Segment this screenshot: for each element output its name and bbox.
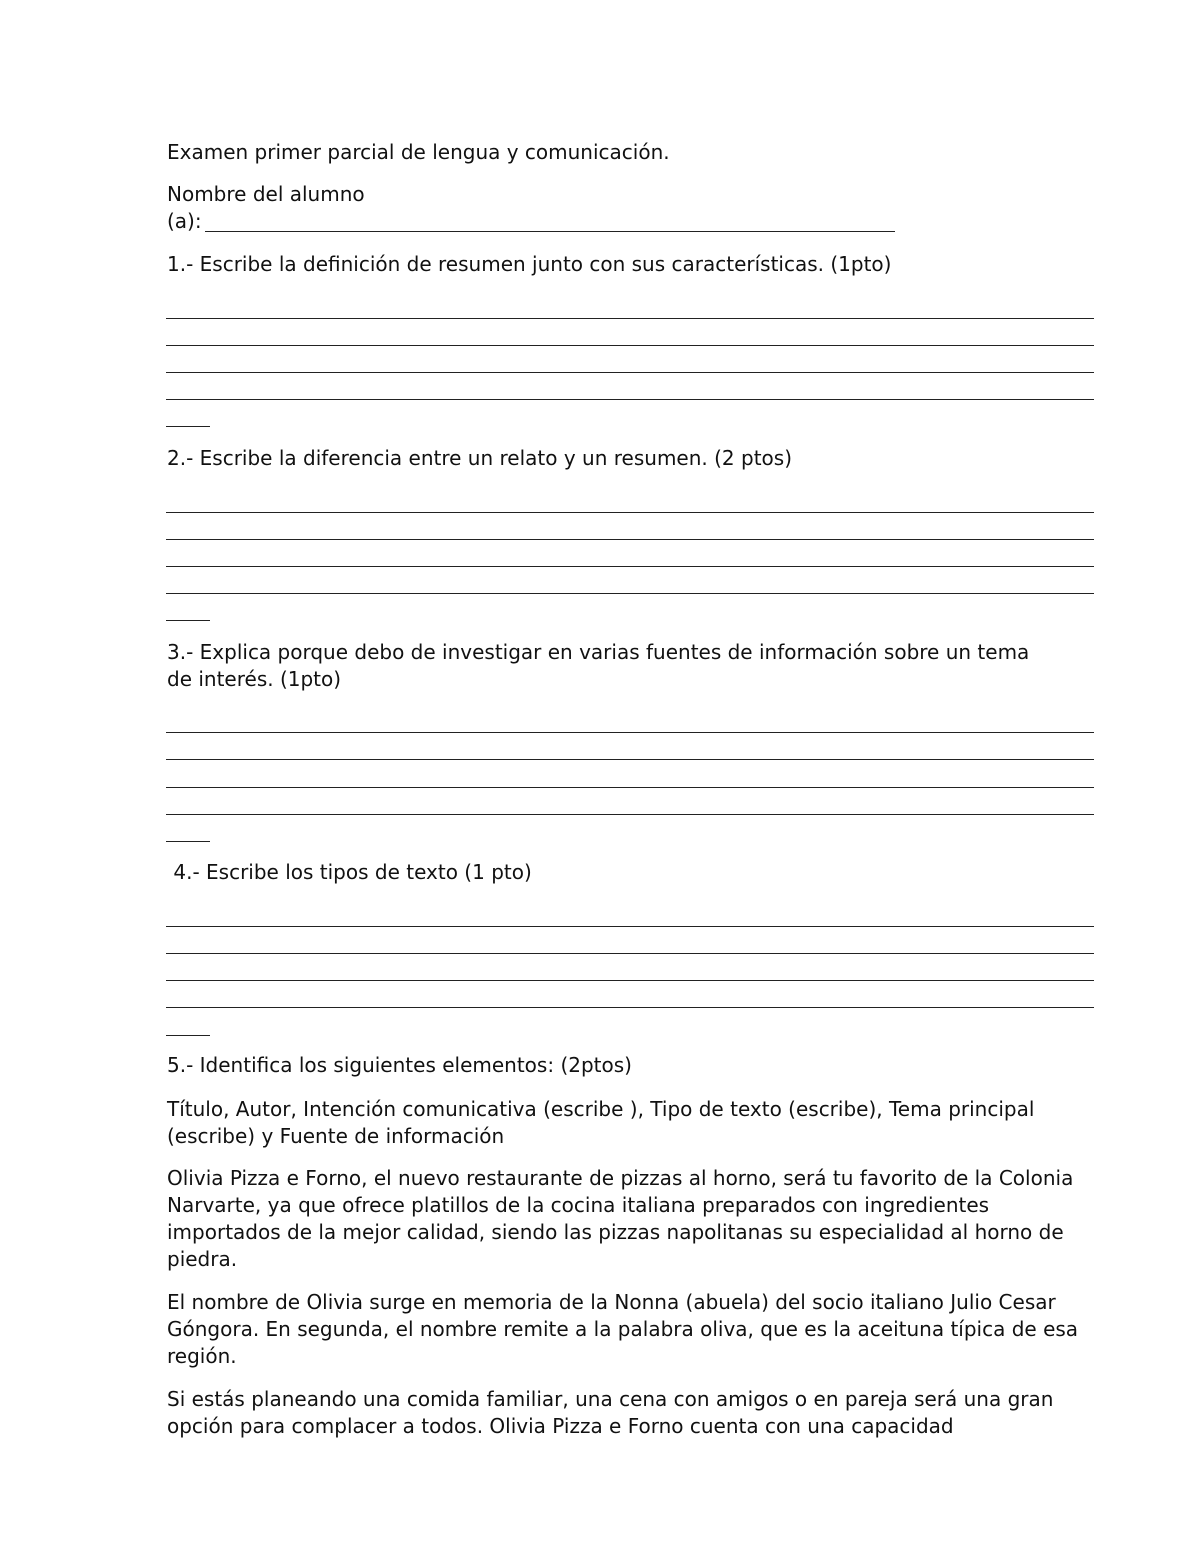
answer-line[interactable]: [166, 841, 210, 842]
answer-line[interactable]: [166, 732, 1094, 733]
reading-paragraph-2: El nombre de Olivia surge en memoria de la Nonna (abuela) del socio italiano Julio Cesar Góngora. En segunda, el nombre remite a la palabra oliva, que es la aceituna típica de esa región.: [167, 1290, 1079, 1368]
reading-paragraph-1: Olivia Pizza e Forno, el nuevo restaurante de pizzas al horno, será tu favorito de la Colonia Narvarte, ya que ofrece platillos de la cocina italiana preparados con ingredientes importados de la mejor calidad, siendo las pizzas napolitanas su especialidad al horno de piedra.: [167, 1166, 1074, 1271]
question-2: 2.- Escribe la diferencia entre un relato y un resumen. (2 ptos): [167, 446, 792, 470]
answer-line[interactable]: [166, 814, 1094, 815]
answer-line[interactable]: [166, 399, 1094, 400]
question-4: 4.- Escribe los tipos de texto (1 pto): [167, 860, 532, 884]
answer-line[interactable]: [166, 345, 1094, 346]
answer-line[interactable]: [166, 980, 1094, 981]
answer-line[interactable]: [166, 318, 1094, 319]
student-name-field[interactable]: [205, 231, 895, 232]
answer-line[interactable]: [166, 566, 1094, 567]
question-1: 1.- Escribe la definición de resumen junto con sus características. (1pto): [167, 252, 892, 276]
student-name-label-suffix: (a):: [167, 209, 202, 233]
answer-line[interactable]: [166, 372, 1094, 373]
question-3-continued: de interés. (1pto): [167, 667, 342, 691]
answer-line[interactable]: [166, 593, 1094, 594]
answer-line[interactable]: [166, 620, 210, 621]
reading-paragraph-3: Si estás planeando una comida familiar, una cena con amigos o en pareja será una gran opción para complacer a todos. Olivia Pizza e Forno cuenta con una capacidad: [167, 1387, 1054, 1438]
answer-line[interactable]: [166, 787, 1094, 788]
answer-line[interactable]: [166, 539, 1094, 540]
answer-line[interactable]: [166, 926, 1094, 927]
answer-line[interactable]: [166, 1007, 1094, 1008]
question-5: 5.- Identifica los siguientes elementos: (2ptos): [167, 1053, 632, 1077]
answer-line[interactable]: [166, 512, 1094, 513]
elements-instruction: Título, Autor, Intención comunicativa (escribe ), Tipo de texto (escribe), Tema principal (escribe) y Fuente de información: [167, 1097, 1035, 1148]
question-3: 3.- Explica porque debo de investigar en varias fuentes de información sobre un tema: [167, 640, 1030, 664]
student-name-label: Nombre del alumno: [167, 182, 365, 206]
exam-title: Examen primer parcial de lengua y comunicación.: [167, 140, 670, 164]
answer-line[interactable]: [166, 759, 1094, 760]
answer-line[interactable]: [166, 426, 210, 427]
answer-line[interactable]: [166, 953, 1094, 954]
answer-line[interactable]: [166, 1035, 210, 1036]
